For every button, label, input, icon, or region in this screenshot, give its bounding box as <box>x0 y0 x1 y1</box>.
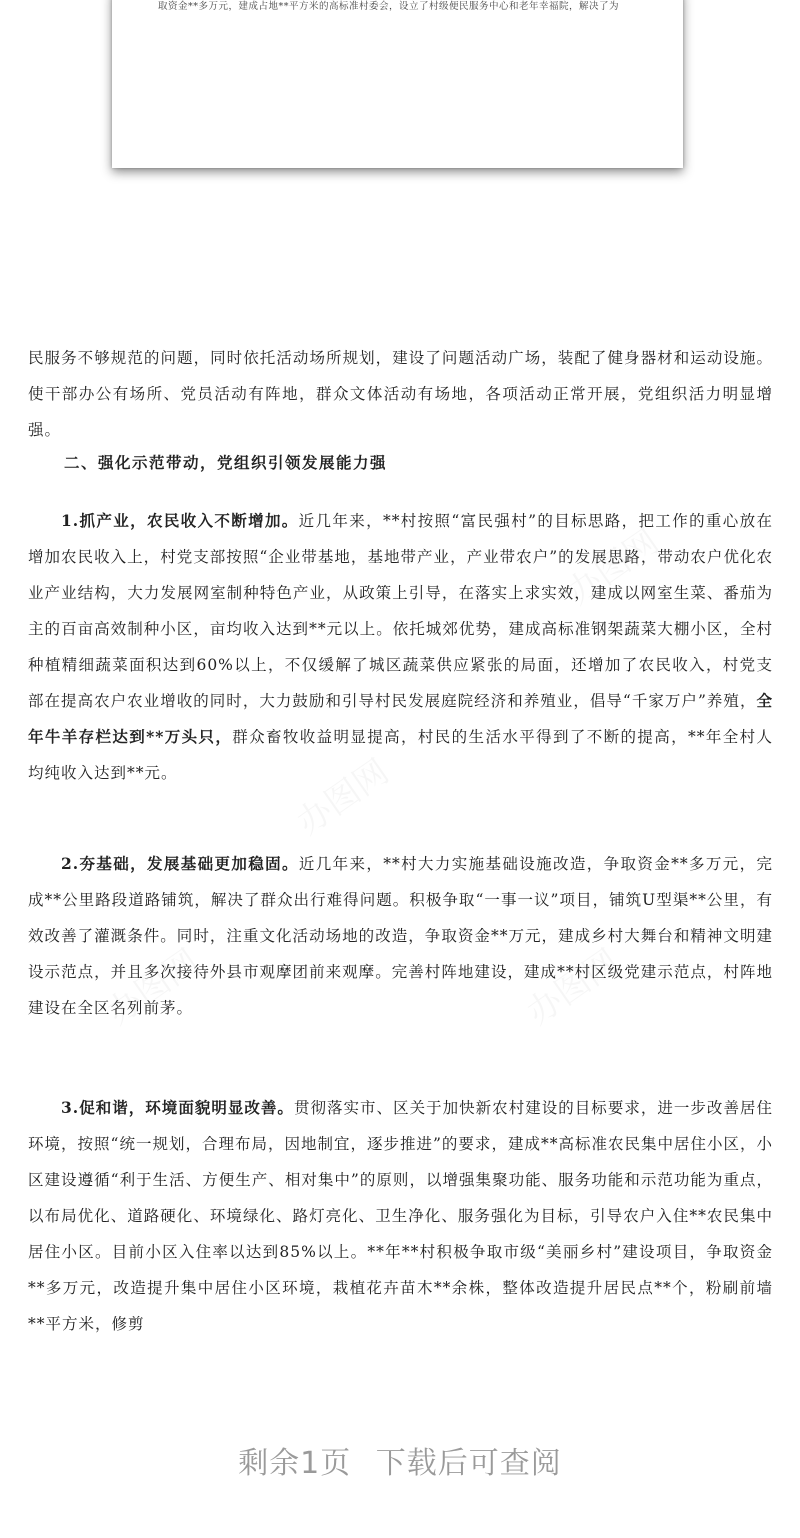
heading-two: 二、强化示范带动，党组织引领发展能力强 <box>64 453 388 472</box>
download-prompt[interactable]: 剩余1页 下载后可查阅 <box>238 1446 562 1481</box>
paragraph-infrastructure <box>28 846 773 1026</box>
section-heading <box>28 445 773 481</box>
subheading-infrastructure: 2.夯基础，发展基础更加稳固。 <box>61 854 299 873</box>
section-three <box>28 1090 773 1342</box>
paragraph-industry-end: 群众畜牧收益明显提高，村民的生活水平得到了不断的提高，**年全村人均纯收入达到**元。 <box>28 728 773 782</box>
subheading-industry: 1.抓产业，农民收入不断增加。 <box>61 511 299 530</box>
section-two <box>28 846 773 1026</box>
preview-card-text: 取资金**多万元，建成占地**平方米的高标准村委会，设立了村级便民服务中心和老年幸福院，解决了为 <box>158 1 620 12</box>
paragraph-industry-text: 近几年来，**村按照“富民强村”的目标思路，把工作的重心放在增加农民收入上，村党支部按照“企业带基地，基地带产业，产业带农户”的发展思路，带动农户优化农业产业结构，大力发展网室制种特色产业，从政策上引导，在落实上求实效，建成以网室生菜、番茄为主的百亩高效制种小区，亩均收入达到**元以上。依托城郊优势，建成高标准钢架蔬菜大棚小区，全村种植精细蔬菜面积达到60%以上，不仅缓解了城区蔬菜供应紧张的局面，还增加了农民收入，村党支部在提高农户农业增收的同时，大力鼓励和引导村民发展庭院经济和养殖业，倡导“千家万户”养殖， <box>28 512 773 710</box>
paragraph-environment <box>28 1090 773 1342</box>
subheading-environment: 3.促和谐，环境面貌明显改善。 <box>61 1098 294 1117</box>
paragraph-industry <box>28 503 773 791</box>
paragraph-continuation: 民服务不够规范的问题，同时依托活动场所规划，建设了问题活动广场，装配了健身器材和运动设施。使干部办公有场所、党员活动有阵地，群众文体活动有场地，各项活动正常开展，党组织活力明显增强。 <box>28 349 773 439</box>
preview-page-card <box>112 0 683 168</box>
paragraph-infrastructure-text: 近几年来，**村大力实施基础设施改造，争取资金**多万元，完成**公里路段道路铺筑，解决了群众出行难得问题。积极争取“一事一议”项目，铺筑U型渠**公里，有效改善了灌溉条件。同时，注重文化活动场地的改造，争取资金**万元，建成乡村大舞台和精神文明建设示范点，并且多次接待外县市观摩团前来观摩。完善村阵地建设，建成**村区级党建示范点，村阵地建设在全区名列前茅。 <box>28 855 773 1017</box>
document-body <box>28 340 773 448</box>
section-one <box>28 503 773 791</box>
paragraph-industry-bold: 全年牛羊存栏达到**万头只， <box>28 691 773 746</box>
paragraph-environment-text: 贯彻落实市、区关于加快新农村建设的目标要求，进一步改善居住环境，按照“统一规划，合理布局，因地制宜，逐步推进”的要求，建成**高标准农民集中居住小区，小区建设遵循“利于生活、方便生产、相对集中”的原则，以增强集聚功能、服务功能和示范功能为重点，以布局优化、道路硬化、环境绿化、路灯亮化、卫生净化、服务强化为目标，引导农户入住**农民集中居住小区。目前小区入住率以达到85%以上。**年**村积极争取市级“美丽乡村”建设项目，争取资金**多万元，改造提升集中居住小区环境，栽植花卉苗木**余株，整体改造提升居民点**个，粉刷前墙**平方米，修剪 <box>28 1099 773 1333</box>
